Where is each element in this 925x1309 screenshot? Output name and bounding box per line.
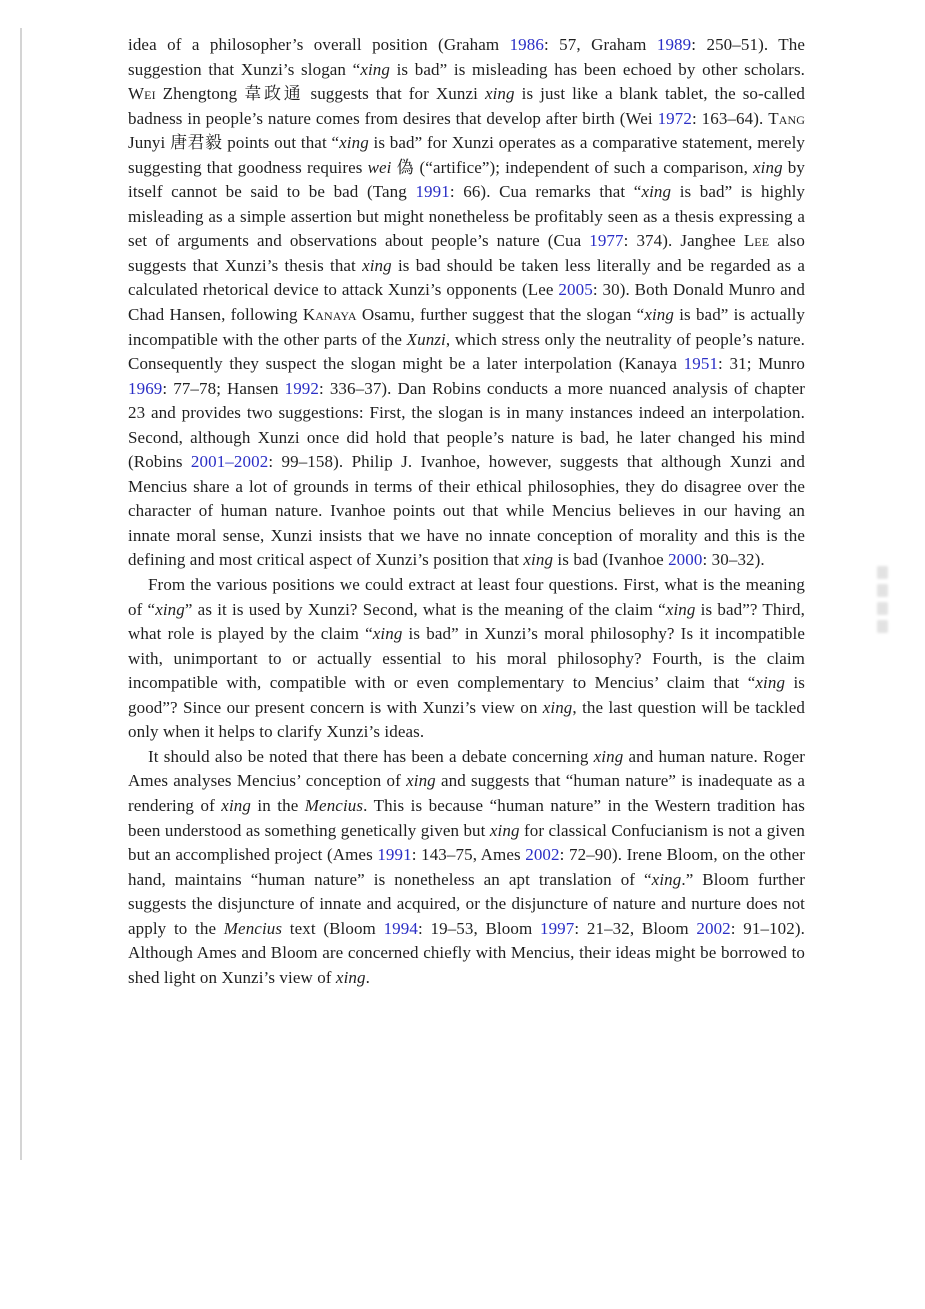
page-edge-scan-line bbox=[20, 28, 22, 1160]
citation-year-link[interactable]: 1989 bbox=[656, 35, 692, 54]
text-run: is good”? Since our present concern is with Xunzi’s view on bbox=[128, 673, 806, 717]
watermark-glyph-block bbox=[877, 620, 888, 633]
text-run: From the various positions we could extract at least four questions. First, what is the meaning of “ bbox=[128, 575, 805, 619]
page-text-column bbox=[128, 33, 805, 990]
text-run: is bad” is misleading has been echoed by other scholars. bbox=[389, 59, 806, 79]
citation-year-link[interactable]: 1951 bbox=[683, 354, 719, 374]
text-run: xing bbox=[651, 869, 682, 889]
text-run: : 30). Both Donald Munro and Chad Hansen, following bbox=[128, 280, 805, 325]
citation-year-link[interactable]: 2001–2002 bbox=[190, 452, 269, 472]
text-run: by itself cannot be said to be bad (Tang bbox=[128, 157, 805, 202]
watermark-glyph-block bbox=[877, 602, 888, 615]
text-run: is bad should be taken less literally and be regarded as a calculated rhetorical device to attack Xunzi’s opponents (Lee bbox=[128, 255, 806, 300]
text-run: : 163–64). bbox=[691, 108, 769, 128]
citation-year-link[interactable]: 1972 bbox=[657, 108, 692, 128]
text-run: for classical Confucianism is not a given but an accomplished project (Ames bbox=[128, 820, 806, 865]
text-run: : 250–51). The suggestion that Xunzi’s slogan “ bbox=[128, 35, 805, 79]
text-run: is bad”? Third, what role is played by the claim “ bbox=[128, 599, 805, 644]
text-run: Wei bbox=[128, 84, 156, 104]
text-run: It should also be noted that there has been a debate concerning bbox=[148, 746, 594, 766]
text-run: xing bbox=[641, 182, 672, 202]
text-run: : 66). Cua remarks that “ bbox=[449, 182, 642, 202]
citation-year-link[interactable]: 1992 bbox=[284, 378, 320, 398]
text-run: xing bbox=[753, 157, 783, 177]
text-run: xing bbox=[335, 967, 366, 987]
text-run: xing bbox=[489, 820, 520, 840]
watermark-glyph-block bbox=[877, 566, 888, 579]
text-run: xing bbox=[755, 673, 786, 693]
citation-year-link[interactable]: 1994 bbox=[383, 918, 418, 938]
text-run: : 374). Janghee bbox=[623, 231, 744, 251]
text-run: ” as it is used by Xunzi? Second, what is the meaning of the claim “ bbox=[184, 599, 666, 619]
text-run: . This is because “human nature” in the Western tradition has been understood as something genetically given but bbox=[128, 795, 805, 840]
paragraph bbox=[128, 33, 805, 573]
text-run: xing bbox=[362, 255, 392, 275]
text-run: is just like a blank tablet, the so-called badness in people’s nature comes from desires that develop after birth (Wei bbox=[128, 84, 805, 128]
text-run: also suggests that Xunzi’s thesis that bbox=[128, 231, 805, 275]
watermark-glyph-block bbox=[877, 584, 888, 597]
text-run: : 143–75, Ames bbox=[411, 845, 526, 865]
text-run: Junyi bbox=[128, 133, 171, 153]
text-run: xing bbox=[339, 133, 369, 153]
text-run: , which stress only the neutrality of people’s nature. Consequently they suspect the slogan might be a later interpolation (Kanaya bbox=[128, 329, 805, 374]
citation-year-link[interactable]: 2005 bbox=[558, 280, 593, 300]
text-run: . bbox=[365, 967, 370, 987]
text-run: : 99–158). Philip J. Ivanhoe, however, suggests that although Xunzi and Mencius share a lot of grounds in terms of their ethical philosophies, they do disagree over the character of human nature. Ivanhoe points out that while Mencius believes in our having an innate moral sense, Xunzi insists that we have no innate conception of morality and this is the defining and most critical aspect of Xunzi’s position that bbox=[128, 452, 805, 570]
text-run: Tang bbox=[768, 108, 806, 128]
text-run: and suggests that “human nature” is inadequate as a rendering of bbox=[128, 771, 805, 815]
text-run: : 31; Munro bbox=[718, 354, 805, 374]
text-run: is bad” in Xunzi’s moral philosophy? Is it incompatible with, unimportant to or actually essential to his moral philosophy? Fourth, is the claim incompatible with, compatible with or even complementary to Mencius’ claim that “ bbox=[128, 624, 806, 693]
text-run: : 336–37). Dan Robins conducts a more nuanced analysis of chapter 23 and provides two suggestions: First, the slogan is in many instances indeed an interpolation. Second, although Xunzi once did hold that people’s nature is bad, he later changed his mind (Robins bbox=[128, 378, 806, 472]
text-run: in the bbox=[250, 795, 305, 815]
cjk-gloss: 韋政通 bbox=[244, 84, 304, 104]
text-run: is bad” is actually incompatible with the other parts of the bbox=[128, 305, 805, 349]
text-run: : 77–78; Hansen bbox=[162, 378, 285, 398]
text-run: xing bbox=[542, 697, 573, 717]
text-run: xing bbox=[360, 59, 390, 79]
paragraph bbox=[128, 573, 805, 745]
text-run: idea of a philosopher’s overall position (Graham bbox=[128, 35, 510, 54]
text-run: : 21–32, Bloom bbox=[574, 918, 697, 938]
citation-year-link[interactable]: 2002 bbox=[525, 845, 560, 865]
citation-year-link[interactable]: 1977 bbox=[589, 231, 624, 251]
text-run: is bad” for Xunzi operates as a comparative statement, merely suggesting that goodness requires bbox=[128, 133, 805, 177]
text-run: xing bbox=[221, 795, 251, 815]
citation-year-link[interactable]: 2000 bbox=[668, 550, 703, 570]
text-run: (“artifice”); independent of such a comparison, bbox=[414, 157, 754, 177]
text-run: xing bbox=[665, 599, 696, 619]
text-run: Lee bbox=[743, 231, 770, 251]
text-run: Osamu, further suggest that the slogan “ bbox=[356, 305, 645, 325]
text-run: : 72–90). Irene Bloom, on the other hand, maintains “human nature” is nonetheless an apt translation of “ bbox=[128, 845, 806, 889]
text-run: Kanaya bbox=[302, 305, 357, 325]
text-run: Xunzi bbox=[406, 329, 446, 349]
text-run: xing bbox=[593, 746, 624, 766]
cjk-gloss: 偽 bbox=[396, 157, 415, 177]
text-run: Mencius bbox=[304, 795, 364, 815]
text-run: wei bbox=[367, 157, 392, 177]
text-run: is bad” is highly misleading as a simple assertion but might nonetheless be profitably seen as a thesis expressing a set of arguments and observations about people’s nature (Cua bbox=[128, 182, 805, 251]
text-run: .” Bloom further suggests the disjuncture of innate and acquired, or the disjuncture of nature and nurture does not apply to the bbox=[128, 869, 805, 938]
citation-year-link[interactable]: 1991 bbox=[377, 845, 412, 865]
text-run: and human nature. Roger Ames analyses Mencius’ conception of bbox=[128, 746, 805, 791]
text-run: xing bbox=[155, 599, 185, 619]
citation-year-link[interactable]: 1969 bbox=[128, 378, 163, 398]
text-run: Mencius bbox=[223, 918, 283, 938]
citation-year-link[interactable]: 1997 bbox=[539, 918, 575, 938]
text-run: text (Bloom bbox=[282, 918, 384, 938]
text-run: : 19–53, Bloom bbox=[417, 918, 540, 938]
text-run: is bad (Ivanhoe bbox=[553, 550, 669, 570]
text-run: xing bbox=[644, 305, 674, 325]
text-run: xing bbox=[372, 624, 403, 644]
citation-year-link[interactable]: 1986 bbox=[509, 35, 544, 54]
text-run: xing bbox=[406, 771, 436, 791]
citation-year-link[interactable]: 1991 bbox=[415, 182, 450, 202]
text-run: : 91–102). Although Ames and Bloom are concerned chiefly with Mencius, their ideas might be borrowed to shed light on Xunzi’s view of bbox=[128, 918, 805, 987]
text-run: : 57, Graham bbox=[543, 35, 657, 54]
text-run: xing bbox=[523, 550, 554, 570]
paragraph bbox=[128, 745, 805, 990]
text-run: suggests that for Xunzi bbox=[303, 84, 485, 104]
text-run: xing bbox=[484, 84, 515, 104]
cjk-gloss: 唐君毅 bbox=[170, 133, 223, 153]
faint-vertical-watermark bbox=[877, 566, 888, 633]
text-run: : 30–32). bbox=[702, 550, 765, 570]
text-run: , the last question will be tackled only when it helps to clarify Xunzi’s ideas. bbox=[128, 697, 805, 742]
text-run: Zhengtong bbox=[155, 84, 245, 104]
text-run: points out that “ bbox=[222, 133, 340, 153]
citation-year-link[interactable]: 2002 bbox=[696, 918, 731, 938]
